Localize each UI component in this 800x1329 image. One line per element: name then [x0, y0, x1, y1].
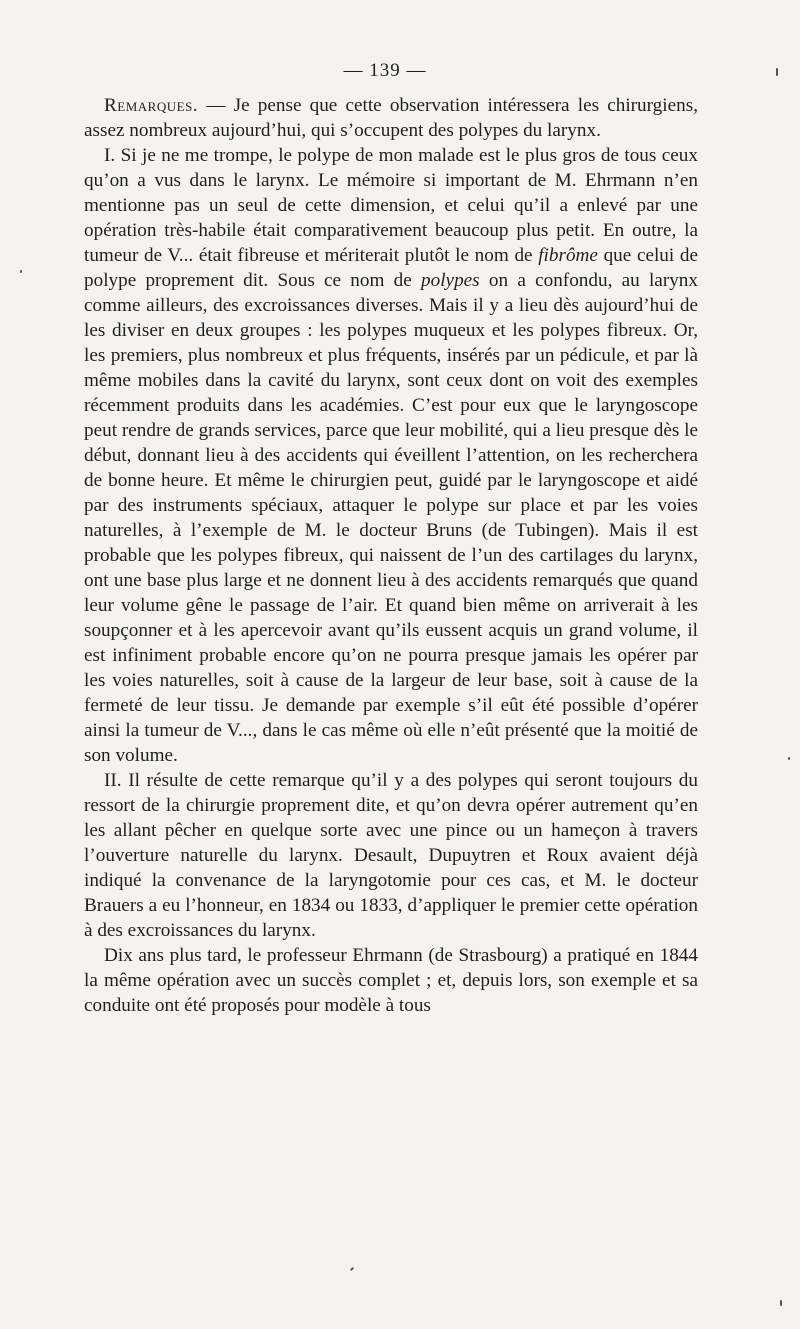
paragraph-text: Dix ans plus tard, le professeur Ehrmann (de Strasbourg) a pratiqué en 1844 la même opération avec un succès complet ; et, depuis lors, son exemple et sa conduite ont été proposés pour modèle à tous: [84, 945, 698, 1016]
ink-speck: [20, 270, 22, 273]
paragraph-text: I. Si je ne me trompe, le polype de mon malade est le plus gros de tous ceux qu’on a vus dans le larynx. Le mémoire si important de M. Ehrmann n’en mentionne pas un seul de cette dimension, et celui qu’il a enlevé par une opération très-habile était comparativement beaucoup plus petit. En outre, la tumeur de V... était fibreuse et mériterait plutôt le nom de: [84, 145, 698, 266]
page-number: — 139 —: [343, 60, 427, 81]
paragraph-remarques: [84, 93, 698, 143]
italic-term: fibrôme: [538, 245, 598, 266]
ink-speck: [780, 1300, 782, 1306]
ink-speck: [788, 757, 790, 760]
paragraph-text: II. Il résulte de cette remarque qu’il y a des polypes qui seront toujours du ressort de la chirurgie proprement dite, et qu’on devra opérer autrement qu’en les allant pêcher en quelque sorte avec une pince ou un hameçon à travers l’ouverture naturelle du larynx. Desault, Dupuytren et Roux avaient déjà indiqué la convenance de la laryngotomie pour ces cas, et M. le docteur Brauers a eu l’honneur, en 1834 ou 1833, d’appliquer le premier cette opération à des excroissances du larynx.: [84, 770, 698, 941]
paragraph-section-2: [84, 768, 698, 943]
paragraph-text: on a confondu, au larynx comme ailleurs, des excroissances diverses. Mais il y a lieu dès aujourd’hui de les diviser en deux groupes : les polypes muqueux et les polypes fibreux. Or, les premiers, plus nombreux et plus fréquents, insérés par un pédicule, et par là même mobiles dans la cavité du larynx, sont ceux dont on voit des exemples récemment produits dans les académies. C’est pour eux que le laryngoscope peut rendre de grands services, parce que leur mobilité, qui a lieu presque dès le début, donnant lieu à des accidents qui éveillent l’attention, on les recherchera de bonne heure. Et même le chirurgien peut, guidé par le laryngoscope et aidé par des instruments spéciaux, attaquer le polype sur place et par les voies naturelles, à l’exemple de M. le docteur Bruns (de Tubingen). Mais il est probable que les polypes fibreux, qui naissent de l’un des cartilages du larynx, ont une base plus large et ne donnent lieu à des accidents remarqués que quand leur volume gêne le passage de l’air. Et quand bien même on arriverait à les soupçonner et à les apercevoir avant qu’ils eussent acquis un grand volume, il est infiniment probable encore qu’on ne pourra presque jamais les opérer par les voies naturelles, soit à cause de la largeur de leur base, soit à cause de la fermeté de leur tissu. Je demande par exemple s’il eût été possible d’opérer ainsi la tumeur de V..., dans le cas même où elle n’eût présenté que la moitié de son volume.: [84, 270, 698, 766]
paragraph-section-1: [84, 143, 698, 768]
ink-speck: [350, 1267, 354, 1271]
body-text: [84, 93, 698, 1018]
paragraph-continuation: [84, 943, 698, 1018]
section-lead: Remarques.: [104, 95, 199, 116]
ink-speck: [776, 68, 778, 76]
paragraph-text: — Je pense que cette observation intéressera les chirurgiens, assez nombreux aujourd’hui, qui s’occupent des polypes du larynx.: [84, 95, 698, 141]
italic-term: polypes: [421, 270, 480, 291]
paragraph-text: que celui de polype proprement dit. Sous ce nom de: [84, 245, 698, 291]
